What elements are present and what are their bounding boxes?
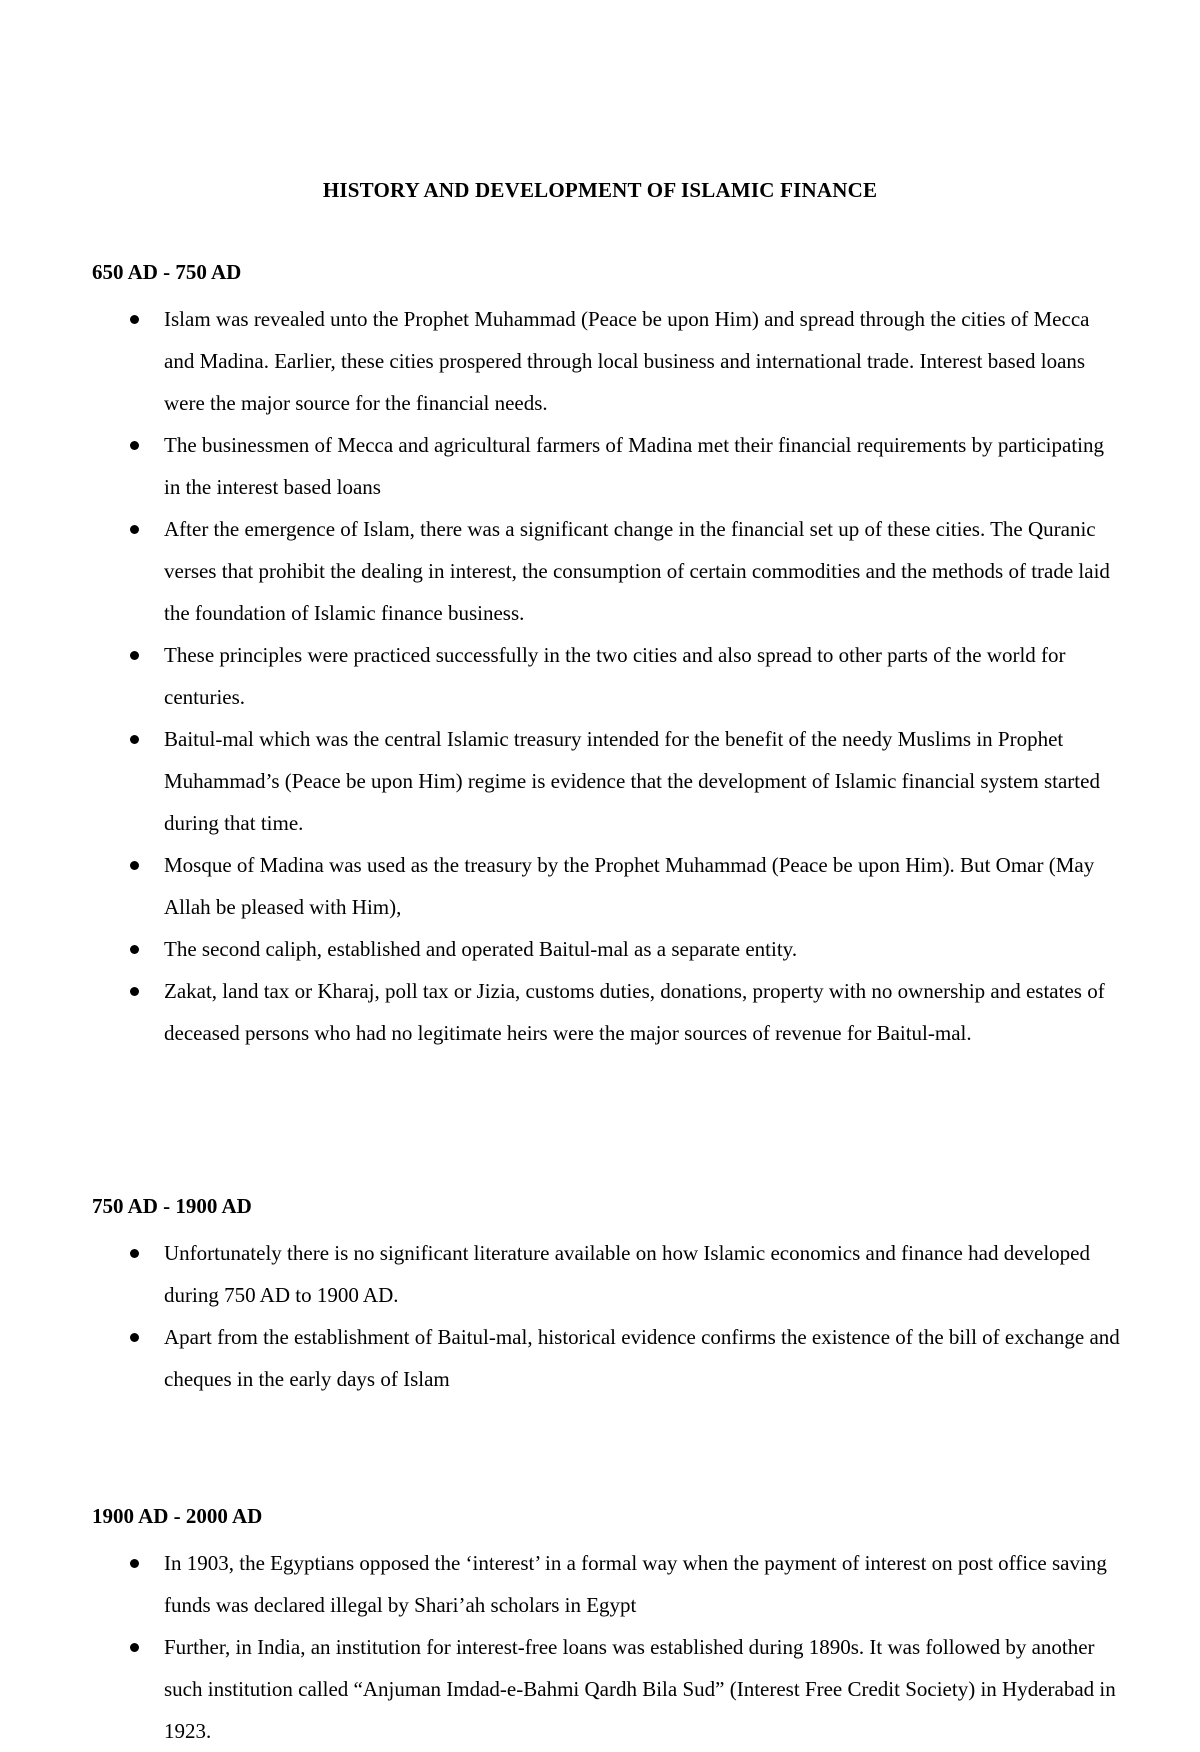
list-item-text: The second caliph, established and operated Baitul-mal as a separate entity. bbox=[164, 937, 798, 961]
bullet-icon bbox=[130, 735, 139, 744]
list-item-text: Islam was revealed unto the Prophet Muhammad (Peace be upon Him) and spread through the cities of Mecca and Madina. Earlier, these cities prospered through local business and international trade. Interest based loans were the major source for the financial needs. bbox=[164, 307, 1090, 415]
bullet-icon bbox=[130, 441, 139, 450]
bullet-icon bbox=[130, 651, 139, 660]
list-item-text: In 1903, the Egyptians opposed the ‘interest’ in a formal way when the payment of interest on post office saving funds was declared illegal by Shari’ah scholars in Egypt bbox=[164, 1551, 1107, 1617]
bullet-list bbox=[92, 1232, 1122, 1400]
section-750-1900 bbox=[92, 1192, 1122, 1400]
bullet-icon bbox=[130, 945, 139, 954]
section-1900-2000 bbox=[92, 1502, 1122, 1752]
bullet-icon bbox=[130, 1559, 139, 1568]
bullet-icon bbox=[130, 315, 139, 324]
list-item bbox=[92, 970, 1122, 1054]
list-item bbox=[92, 928, 1122, 970]
list-item bbox=[92, 424, 1122, 508]
list-item bbox=[92, 1316, 1122, 1400]
list-item-text: Mosque of Madina was used as the treasury by the Prophet Muhammad (Peace be upon Him). But Omar (May Allah be pleased with Him), bbox=[164, 853, 1095, 919]
list-item bbox=[92, 844, 1122, 928]
list-item-text: These principles were practiced successfully in the two cities and also spread to other parts of the world for centuries. bbox=[164, 643, 1066, 709]
bullet-icon bbox=[130, 1249, 139, 1258]
list-item-text: Unfortunately there is no significant literature available on how Islamic economics and finance had developed during 750 AD to 1900 AD. bbox=[164, 1241, 1090, 1307]
bullet-list bbox=[92, 298, 1122, 1054]
list-item bbox=[92, 1626, 1122, 1752]
bullet-icon bbox=[130, 1333, 139, 1342]
list-item bbox=[92, 718, 1122, 844]
list-item bbox=[92, 298, 1122, 424]
list-item-text: Further, in India, an institution for interest-free loans was established during 1890s. It was followed by another such institution called “Anjuman Imdad-e-Bahmi Qardh Bila Sud” (Interest Free Credit Society) in Hyderabad in 1923. bbox=[164, 1635, 1116, 1743]
list-item bbox=[92, 508, 1122, 634]
bullet-icon bbox=[130, 1643, 139, 1652]
list-item bbox=[92, 1232, 1122, 1316]
list-item-text: Apart from the establishment of Baitul-mal, historical evidence confirms the existence of the bill of exchange and cheques in the early days of Islam bbox=[164, 1325, 1120, 1391]
bullet-icon bbox=[130, 987, 139, 996]
bullet-list bbox=[92, 1542, 1122, 1752]
section-heading: 750 AD - 1900 AD bbox=[92, 1194, 252, 1218]
list-item bbox=[92, 1542, 1122, 1626]
list-item-text: Zakat, land tax or Kharaj, poll tax or Jizia, customs duties, donations, property with no ownership and estates of deceased persons who had no legitimate heirs were the major sources of revenue for Baitul-mal. bbox=[164, 979, 1105, 1045]
section-650-750 bbox=[92, 258, 1122, 1054]
section-heading: 650 AD - 750 AD bbox=[92, 260, 242, 284]
document-title: HISTORY AND DEVELOPMENT OF ISLAMIC FINANCE bbox=[322, 178, 878, 202]
list-item-text: The businessmen of Mecca and agricultural farmers of Madina met their financial requirements by participating in the interest based loans bbox=[164, 433, 1104, 499]
bullet-icon bbox=[130, 525, 139, 534]
list-item bbox=[92, 634, 1122, 718]
list-item-text: After the emergence of Islam, there was a significant change in the financial set up of these cities. The Quranic verses that prohibit the dealing in interest, the consumption of certain commodities and the methods of trade laid the foundation of Islamic finance business. bbox=[164, 517, 1110, 625]
bullet-icon bbox=[130, 861, 139, 870]
list-item-text: Baitul-mal which was the central Islamic treasury intended for the benefit of the needy Muslims in Prophet Muhammad’s (Peace be upon Him) regime is evidence that the development of Islamic financial system started during that time. bbox=[164, 727, 1100, 835]
section-heading: 1900 AD - 2000 AD bbox=[92, 1504, 263, 1528]
